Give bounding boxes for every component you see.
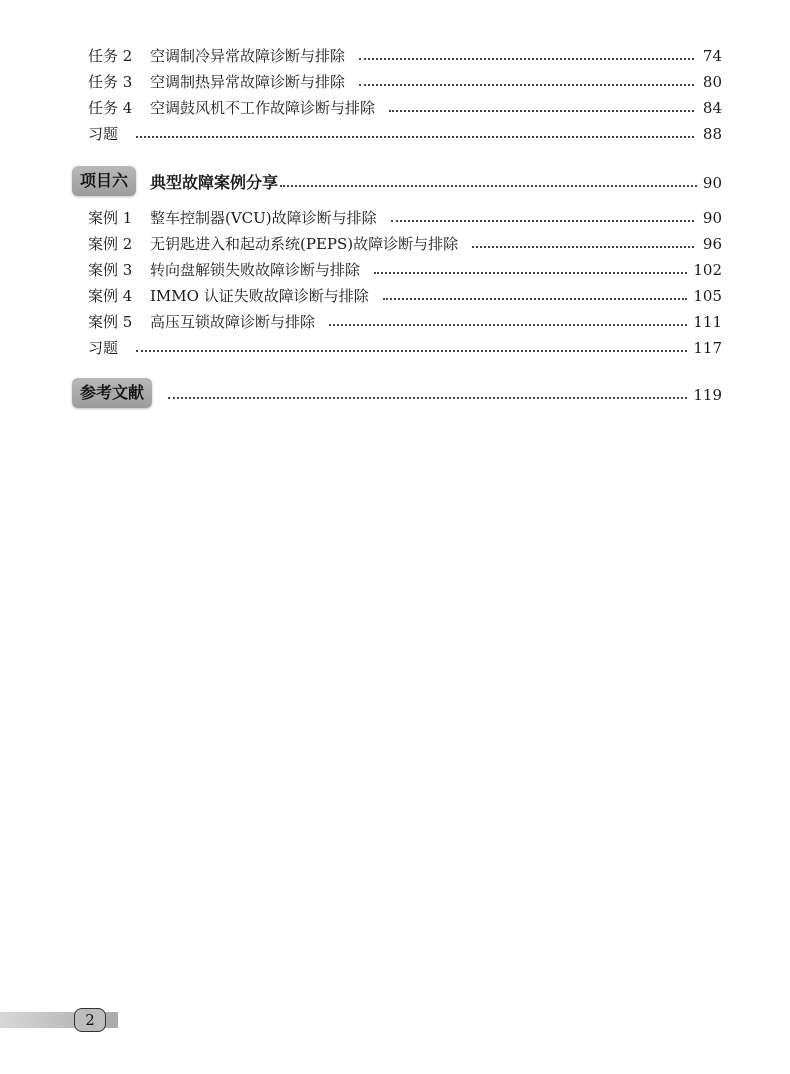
section-page-number: 90 (702, 174, 722, 192)
dot-leader (329, 324, 687, 326)
entry-title: 空调制冷异常故障诊断与排除 (150, 47, 346, 65)
section-page-number: 119 (693, 386, 722, 404)
entry-label: 任务 2 (88, 47, 133, 65)
entry-page-number: 90 (702, 209, 722, 227)
dot-leader (359, 84, 694, 86)
dot-leader (472, 246, 694, 248)
entry-label: 案例 3 (88, 261, 133, 279)
entry-title: 空调制热异常故障诊断与排除 (150, 73, 346, 91)
entry-title: 习题 (88, 339, 119, 357)
dot-leader (136, 136, 694, 138)
dot-leader (280, 185, 697, 187)
toc-entry-case-5[interactable] (88, 310, 722, 334)
entry-label: 案例 5 (88, 313, 133, 331)
page-number: 2 (74, 1008, 106, 1032)
toc-entry-exercise-1[interactable] (88, 122, 722, 146)
section-tag: 项目六 (72, 166, 136, 196)
toc-entry-task-3[interactable] (88, 70, 722, 94)
entry-title: 转向盘解锁失败故障诊断与排除 (150, 261, 361, 279)
toc-entry-task-4[interactable] (88, 96, 722, 120)
entry-title: IMMO 认证失败故障诊断与排除 (150, 287, 369, 305)
toc-section-project-6[interactable] (72, 164, 722, 198)
entry-page-number: 84 (702, 99, 722, 117)
entry-label: 任务 3 (88, 73, 133, 91)
entry-page-number: 88 (702, 125, 722, 143)
entry-label: 案例 1 (88, 209, 133, 227)
toc-section-references[interactable] (72, 376, 722, 410)
toc-entry-case-4[interactable] (88, 284, 722, 308)
entry-page-number: 105 (693, 287, 722, 305)
section-tag: 参考文献 (72, 378, 152, 408)
dot-leader (374, 272, 687, 274)
entry-page-number: 102 (693, 261, 722, 279)
entry-label: 案例 2 (88, 235, 133, 253)
toc-entry-task-2[interactable] (88, 44, 722, 68)
toc-entry-exercise-2[interactable] (88, 336, 722, 360)
entry-page-number: 117 (693, 339, 722, 357)
dot-leader (136, 350, 687, 352)
dot-leader (359, 58, 694, 60)
toc-entry-case-3[interactable] (88, 258, 722, 282)
section-title: 典型故障案例分享 (150, 172, 279, 192)
entry-page-number: 96 (702, 235, 722, 253)
dot-leader (389, 110, 694, 112)
entry-page-number: 74 (702, 47, 722, 65)
entry-title: 空调鼓风机不工作故障诊断与排除 (150, 99, 376, 117)
toc-entry-case-1[interactable] (88, 206, 722, 230)
entry-title: 习题 (88, 125, 119, 143)
dot-leader (383, 298, 688, 300)
entry-page-number: 111 (693, 313, 722, 331)
entry-label: 案例 4 (88, 287, 133, 305)
entry-title: 高压互锁故障诊断与排除 (150, 313, 316, 331)
dot-leader (391, 220, 694, 222)
entry-label: 任务 4 (88, 99, 133, 117)
entry-page-number: 80 (702, 73, 722, 91)
dot-leader (168, 397, 687, 399)
entry-title: 无钥匙进入和起动系统(PEPS)故障诊断与排除 (150, 235, 459, 253)
toc-entry-case-2[interactable] (88, 232, 722, 256)
entry-title: 整车控制器(VCU)故障诊断与排除 (150, 209, 377, 227)
